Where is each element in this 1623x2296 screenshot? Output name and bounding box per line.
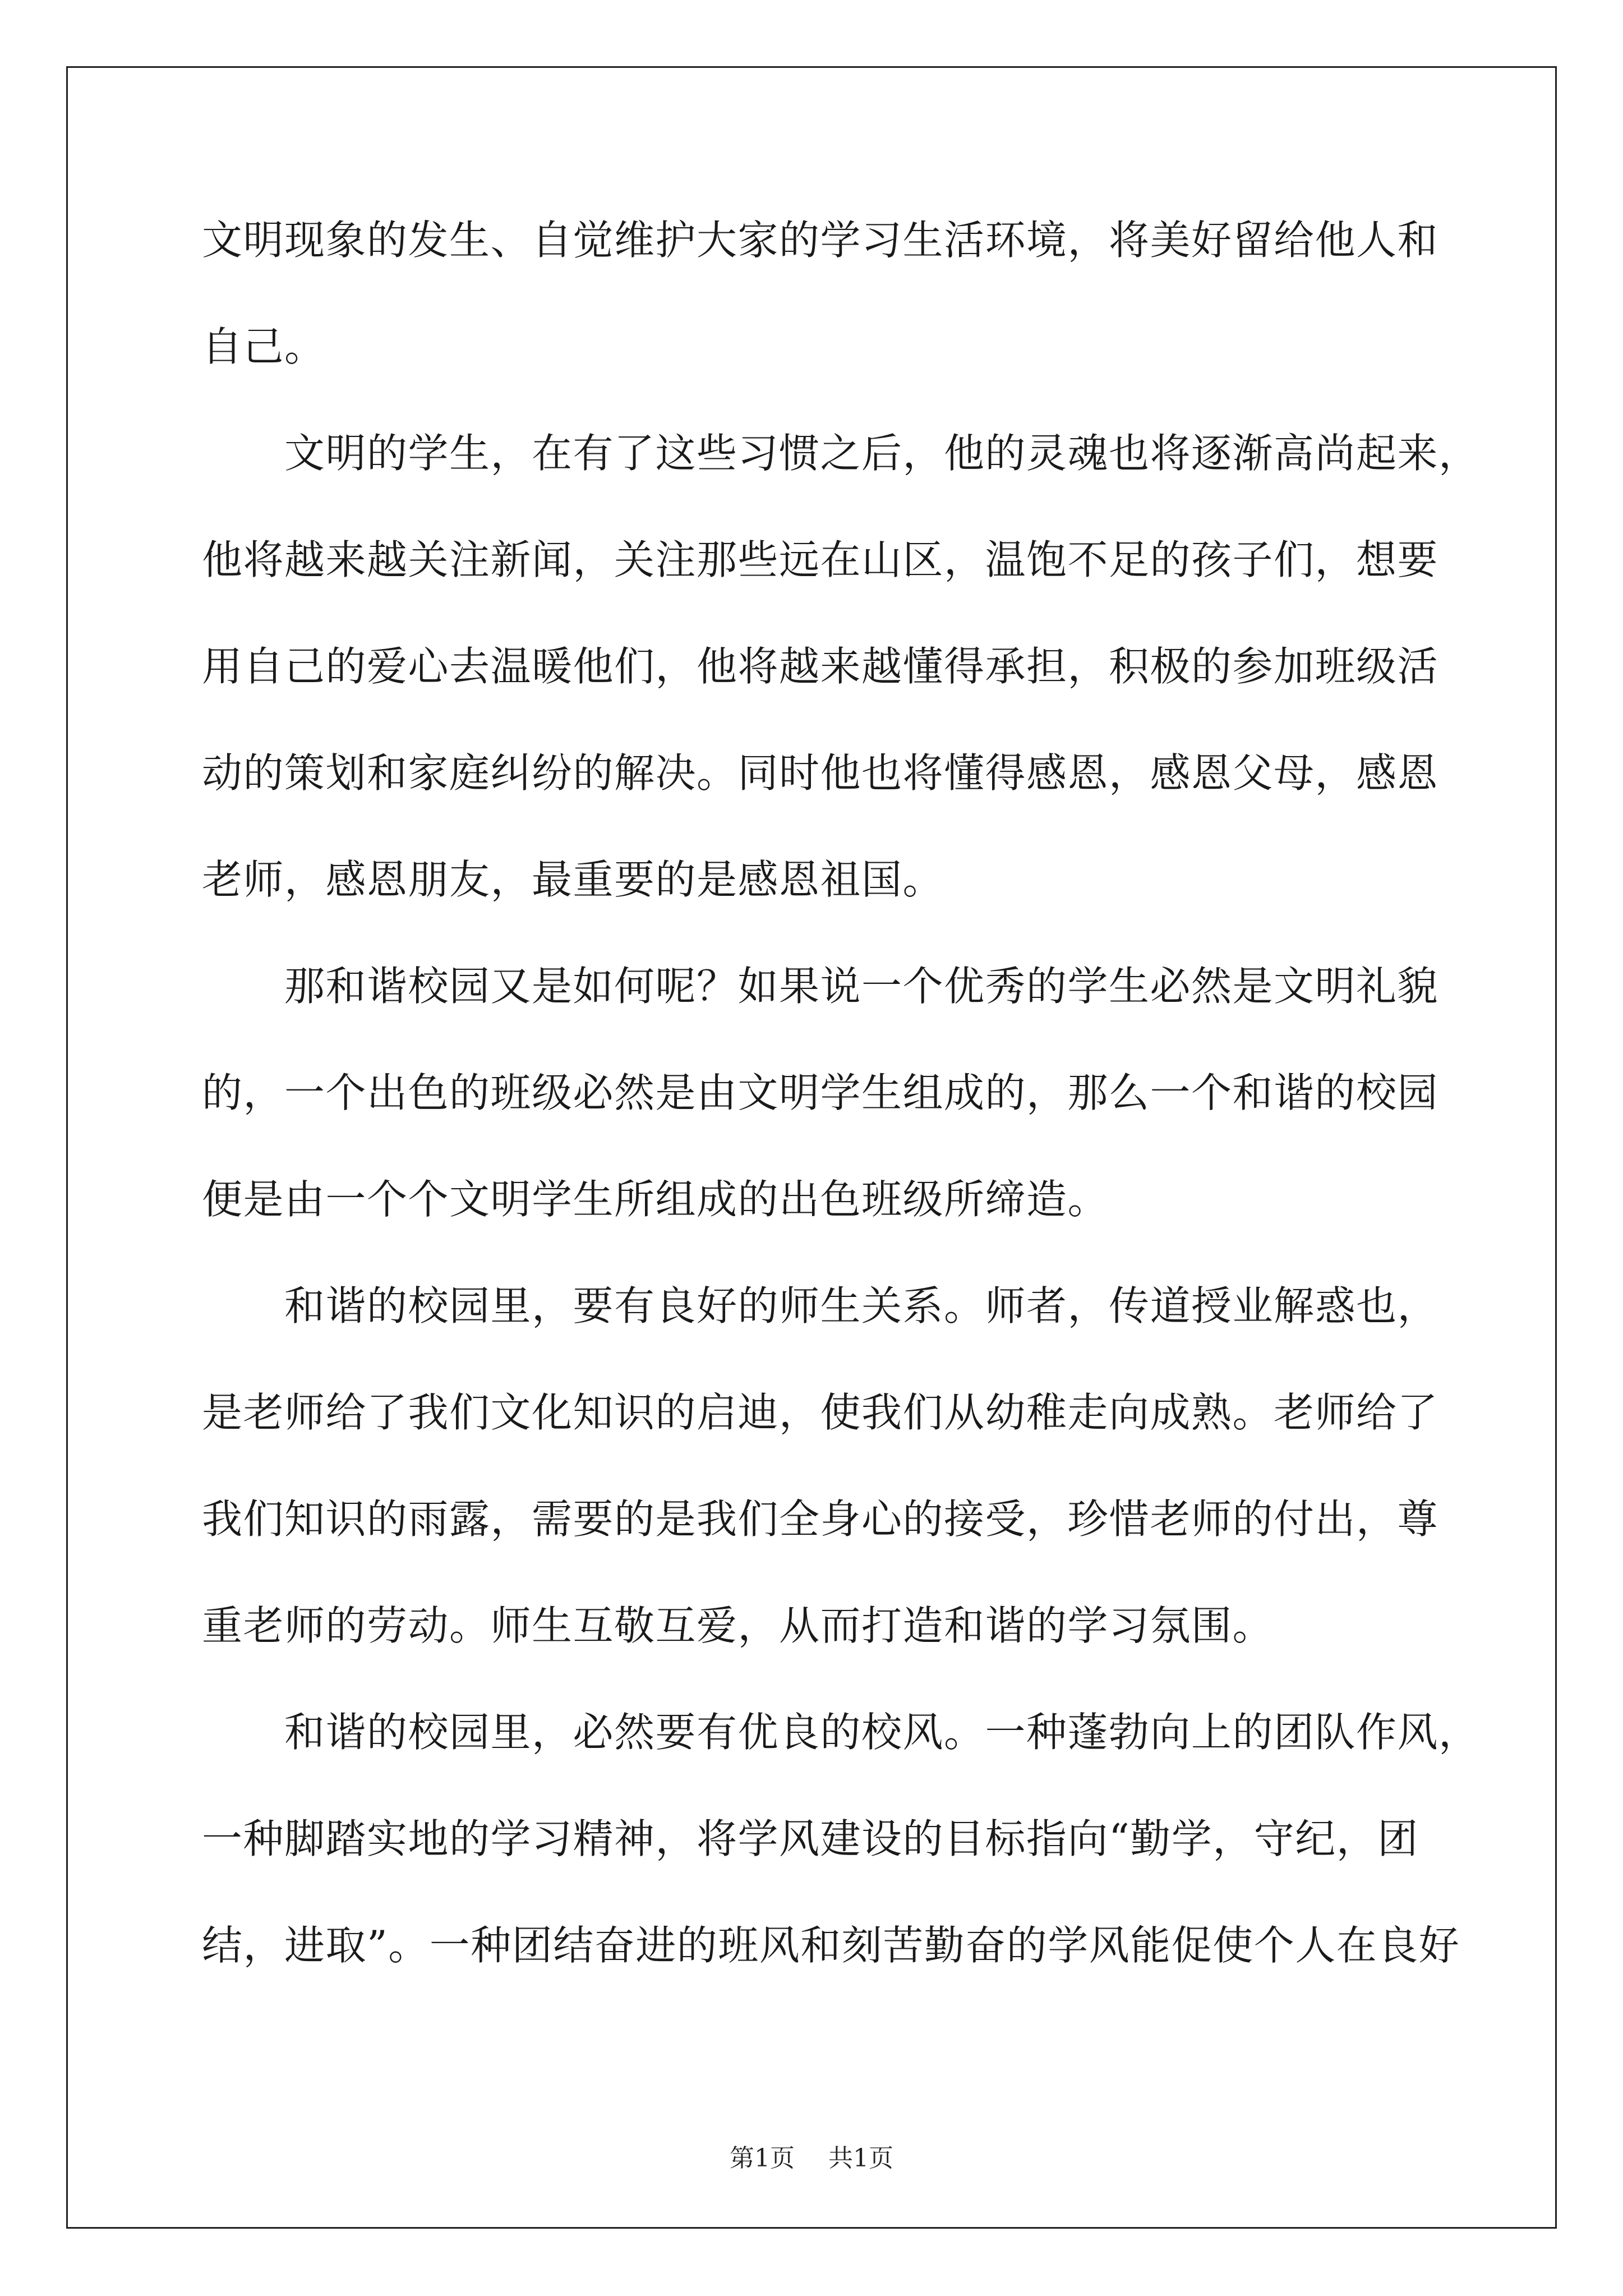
text-line: 动的策划和家庭纠纷的解决。同时他也将懂得感恩，感恩父母，感恩 bbox=[202, 749, 1439, 797]
text-line: 那和谐校园又是如何呢？如果说一个优秀的学生必然是文明礼貌 bbox=[202, 963, 1439, 1010]
text-line: 便是由一个个文明学生所组成的出色班级所缔造。 bbox=[202, 1176, 1109, 1223]
text-line: 我们知识的雨露，需要的是我们全身心的接受，珍惜老师的付出，尊 bbox=[202, 1496, 1439, 1543]
text-line: 自己。 bbox=[202, 323, 326, 370]
text-line: 和谐的校园里，要有良好的师生关系。师者，传道授业解惑也， bbox=[202, 1282, 1439, 1329]
text-line: 一种脚踏实地的学习精神，将学风建设的目标指向“勤学，守纪，团 bbox=[202, 1815, 1419, 1862]
page-border bbox=[66, 66, 1557, 2229]
text-line: 和谐的校园里，必然要有优良的校风。一种蓬勃向上的团队作风， bbox=[202, 1709, 1480, 1756]
text-line: 的，一个出色的班级必然是由文明学生组成的，那么一个和谐的校园 bbox=[202, 1069, 1439, 1116]
page-number-current: 第1页 bbox=[730, 2144, 795, 2173]
text-line: 文明的学生，在有了这些习惯之后，他的灵魂也将逐渐高尚起来， bbox=[202, 430, 1480, 477]
page-footer bbox=[0, 2142, 1623, 2175]
text-line: 重老师的劳动。师生互敬互爱，从而打造和谐的学习氛围。 bbox=[202, 1602, 1274, 1649]
text-line: 是老师给了我们文化知识的启迪，使我们从幼稚走向成熟。老师给了 bbox=[202, 1389, 1439, 1436]
text-line: 他将越来越关注新闻，关注那些远在山区，温饱不足的孩子们，想要 bbox=[202, 536, 1439, 583]
text-line: 文明现象的发生、自觉维护大家的学习生活环境，将美好留给他人和 bbox=[202, 217, 1439, 264]
text-line: 老师，感恩朋友，最重要的是感恩祖国。 bbox=[202, 856, 944, 903]
page-number-total: 共1页 bbox=[828, 2144, 893, 2173]
text-line: 用自己的爱心去温暖他们，他将越来越懂得承担，积极的参加班级活 bbox=[202, 643, 1439, 690]
text-line: 结，进取”。一种团结奋进的班风和刻苦勤奋的学风能促使个人在良好 bbox=[202, 1922, 1460, 1969]
